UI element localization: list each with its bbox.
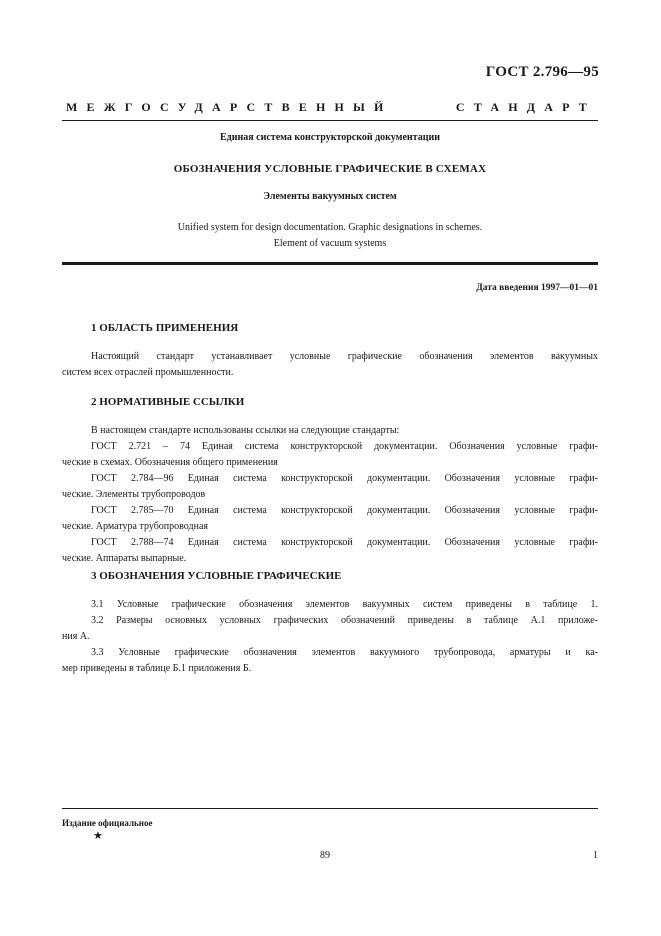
body-line: 3.2 Размеры основных условных графических обозначений приведены в таблице А.1 приложе-	[91, 615, 598, 626]
body-line: ния А.	[62, 631, 90, 642]
body-line: ГОСТ 2.721 – 74 Единая система конструкторской документации. Обозначения условные графи-	[91, 441, 598, 452]
introduction-date: Дата введения 1997—01—01	[476, 283, 598, 293]
section-3-heading: 3 ОБОЗНАЧЕНИЯ УСЛОВНЫЕ ГРАФИЧЕСКИЕ	[91, 570, 342, 582]
body-line: систем всех отраслей промышленности.	[62, 367, 234, 378]
body-line: ческие в схемах. Обозначения общего применения	[62, 457, 278, 468]
body-line: ГОСТ 2.788—74 Единая система конструкторской документации. Обозначения условные графи-	[91, 537, 598, 548]
section-1-heading: 1 ОБЛАСТЬ ПРИМЕНЕНИЯ	[91, 322, 239, 334]
star-icon: ★	[93, 830, 103, 842]
footer-divider	[62, 808, 598, 809]
document-title: ОБОЗНАЧЕНИЯ УСЛОВНЫЕ ГРАФИЧЕСКИЕ В СХЕМАХ	[173, 163, 487, 175]
body-line: 3.1 Условные графические обозначения элементов вакуумных систем приведены в таблице 1.	[91, 599, 598, 610]
page-number: 89	[320, 850, 330, 861]
side-page-number: 1	[593, 850, 598, 861]
standard-type-word-1: МЕЖГОСУДАРСТВЕННЫЙ	[66, 100, 393, 114]
body-line: В настоящем стандарте использованы ссылки на следующие стандарты:	[91, 425, 400, 436]
system-name: Единая система конструкторской документации	[220, 132, 440, 143]
section-2-heading: 2 НОРМАТИВНЫЕ ССЫЛКИ	[91, 396, 245, 408]
document-number: ГОСТ 2.796—95	[485, 64, 599, 80]
body-line: 3.3 Условные графические обозначения элементов вакуумного трубопровода, арматуры и ка-	[91, 647, 598, 658]
standard-type-heading	[66, 100, 596, 115]
official-edition-label: Издание официальное	[62, 818, 153, 828]
english-title-line-2: Element of vacuum systems	[273, 238, 387, 249]
body-line: Настоящий стандарт устанавливает условные графические обозначения элементов вакуумных	[91, 351, 598, 362]
title-divider	[62, 262, 598, 265]
section-1-body	[62, 349, 598, 381]
body-line: ГОСТ 2.785—70 Единая система конструкторской документации. Обозначения условные графи-	[91, 505, 598, 516]
body-line: ГОСТ 2.784—96 Единая система конструкторской документации. Обозначения условные графи-	[91, 473, 598, 484]
document-subtitle: Элементы вакуумных систем	[263, 191, 397, 202]
body-line: ческие. Арматура трубопроводная	[62, 521, 209, 532]
header-divider	[62, 120, 598, 121]
body-line: ческие. Аппараты выпарные.	[62, 553, 187, 564]
body-line: мер приведены в таблице Б.1 приложения Б.	[62, 663, 252, 674]
english-title-line-1: Unified system for design documentation. Graphic designations in schemes.	[177, 222, 483, 233]
english-title	[62, 220, 598, 252]
standard-type-word-2: СТАНДАРТ	[455, 100, 596, 114]
section-3-body	[62, 597, 598, 677]
section-2-body	[62, 423, 598, 567]
body-line: ческие. Элементы трубопроводов	[62, 489, 206, 500]
